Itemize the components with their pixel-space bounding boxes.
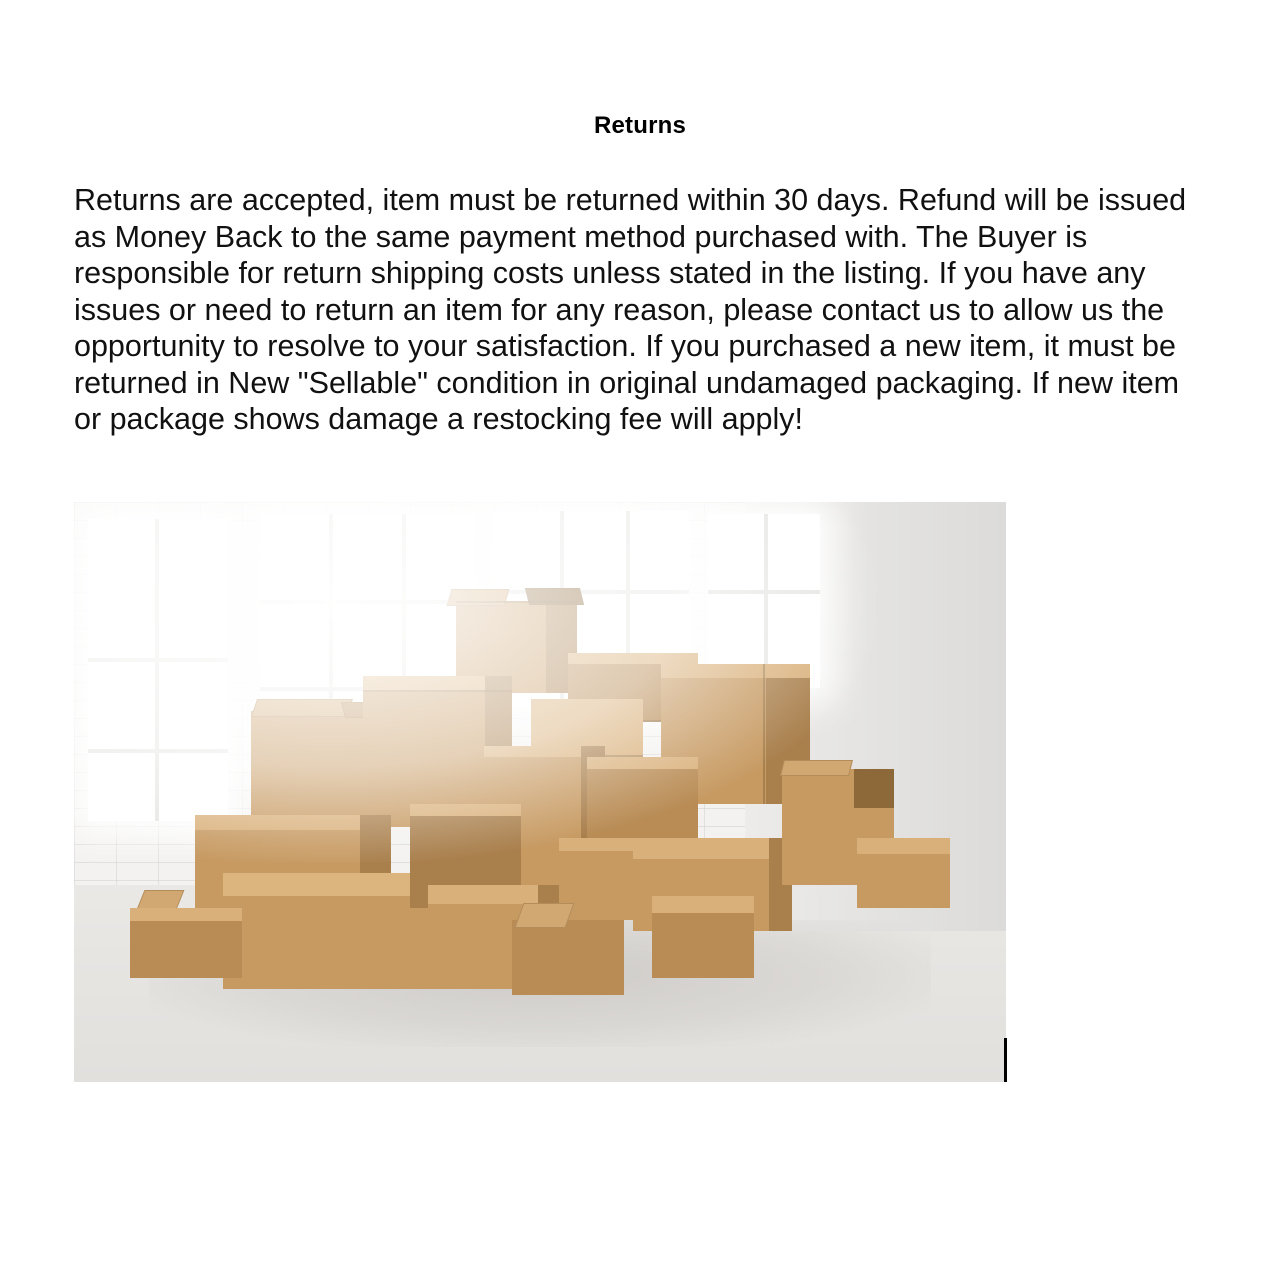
boxes-photo [74,502,1006,1082]
box-center-lower [652,896,755,977]
window-right-icon [708,514,820,688]
window-left-icon [88,519,228,821]
text-cursor [1004,1038,1007,1082]
photo-canvas [74,502,1006,1082]
page-title: Returns [593,112,687,139]
box-left-flat-open [130,908,242,978]
box-right-small [857,838,950,908]
box-front-open [512,920,624,995]
returns-policy-text: Returns are accepted, item must be returned within 30 days. Refund will be issued as Money Back to the same payment method purchased with. The Buyer is responsible for return shipping costs unless stated in the listing. If you have any issues or need to return an item for any reason, please contact us to allow us the opportunity to resolve to your satisfaction. If you purchased a new item, it must be returned in New "Sellable" condition in original undamaged packaging. If new item or package shows damage a restocking fee will apply! [74,183,1187,436]
